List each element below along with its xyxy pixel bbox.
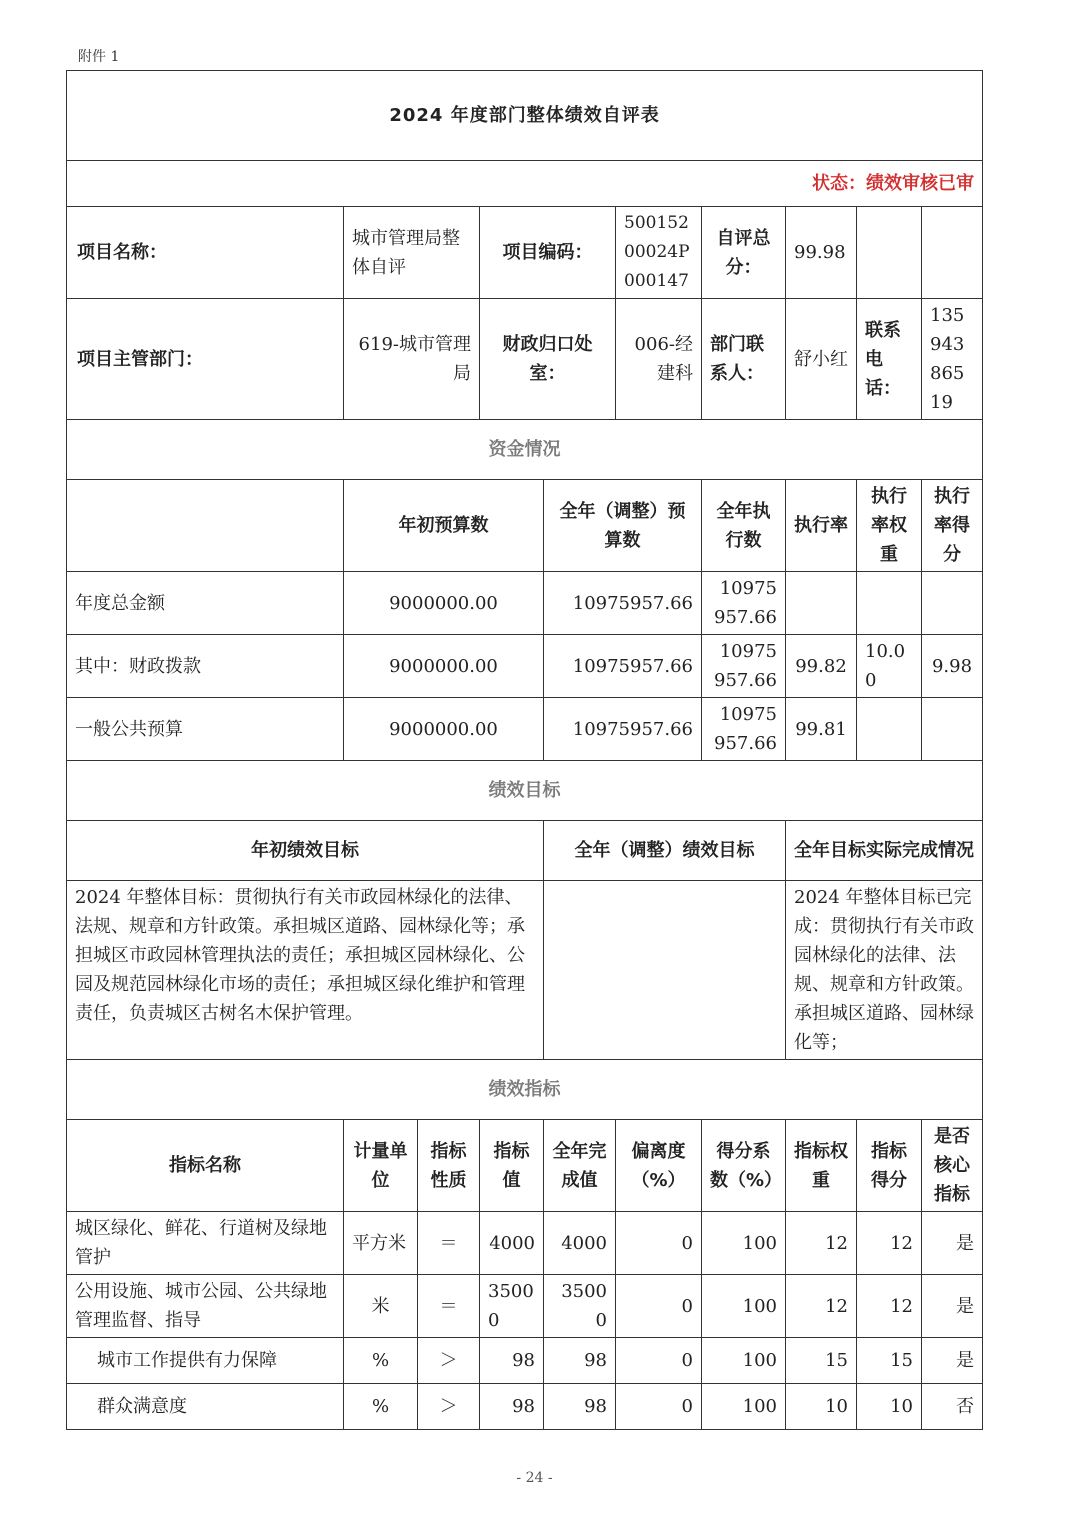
funds-header-initial: 年初预算数 — [344, 480, 544, 572]
funds-row-initial: 9000000.00 — [344, 635, 544, 698]
funds-section-title: 资金情况 — [67, 420, 983, 480]
ind-header-score: 指标得分 — [857, 1120, 922, 1212]
ind-header-nature: 指标性质 — [418, 1120, 480, 1212]
ind-weight: 10 — [786, 1384, 857, 1430]
goals-header-initial: 年初绩效目标 — [67, 821, 544, 881]
ind-done: 4000 — [544, 1212, 616, 1275]
ind-header-unit: 计量单位 — [344, 1120, 418, 1212]
ind-nature: ＞ — [418, 1384, 480, 1430]
finance-office-label: 财政归口处室： — [480, 299, 616, 420]
table-row — [67, 1212, 983, 1275]
ind-score: 15 — [857, 1338, 922, 1384]
dept-value: 619-城市管理局 — [344, 299, 480, 420]
table-row — [67, 572, 983, 635]
ind-core: 是 — [922, 1275, 983, 1338]
form-title: 2024 年度部门整体绩效自评表 — [67, 71, 983, 161]
funds-row-weight: 10.00 — [857, 635, 922, 698]
goals-adjusted-text — [544, 881, 786, 1060]
contact-label: 部门联系人： — [702, 299, 786, 420]
ind-name: 群众满意度 — [67, 1384, 344, 1430]
ind-target: 4000 — [480, 1212, 544, 1275]
goals-section-title: 绩效目标 — [67, 761, 983, 821]
table-row — [67, 1275, 983, 1338]
funds-header-weight: 执行率权重 — [857, 480, 922, 572]
ind-unit: % — [344, 1384, 418, 1430]
funds-row-score — [922, 698, 983, 761]
funds-header-score: 执行率得分 — [922, 480, 983, 572]
ind-header-coef: 得分系数（%） — [702, 1120, 786, 1212]
ind-header-deviation: 偏离度（%） — [616, 1120, 702, 1212]
table-row — [67, 635, 983, 698]
ind-coef: 100 — [702, 1338, 786, 1384]
ind-unit: 平方米 — [344, 1212, 418, 1275]
ind-name: 城市工作提供有力保障 — [67, 1338, 344, 1384]
ind-coef: 100 — [702, 1275, 786, 1338]
ind-header-weight: 指标权重 — [786, 1120, 857, 1212]
funds-row-executed: 10975957.66 — [702, 635, 786, 698]
ind-nature: ＝ — [418, 1212, 480, 1275]
ind-header-done: 全年完成值 — [544, 1120, 616, 1212]
indicators-section-title: 绩效指标 — [67, 1060, 983, 1120]
project-name-label: 项目名称： — [67, 207, 344, 299]
ind-deviation: 0 — [616, 1212, 702, 1275]
funds-row-name: 一般公共预算 — [67, 698, 344, 761]
funds-row-weight — [857, 572, 922, 635]
ind-core: 是 — [922, 1338, 983, 1384]
ind-done: 98 — [544, 1384, 616, 1430]
ind-done: 35000 — [544, 1275, 616, 1338]
funds-row-rate: 99.81 — [786, 698, 857, 761]
phone-value: 13594386519 — [922, 299, 983, 420]
ind-deviation: 0 — [616, 1338, 702, 1384]
ind-coef: 100 — [702, 1384, 786, 1430]
ind-unit: 米 — [344, 1275, 418, 1338]
status-badge: 状态：绩效审核已审 — [67, 161, 983, 207]
ind-header-core: 是否核心指标 — [922, 1120, 983, 1212]
form-table — [66, 70, 983, 1430]
ind-weight: 12 — [786, 1275, 857, 1338]
project-name-value: 城市管理局整体自评 — [344, 207, 480, 299]
ind-deviation: 0 — [616, 1384, 702, 1430]
phone-label: 联系电话： — [857, 299, 922, 420]
table-row — [67, 698, 983, 761]
funds-row-name: 年度总金额 — [67, 572, 344, 635]
goals-header-actual: 全年目标实际完成情况 — [786, 821, 983, 881]
funds-row-initial: 9000000.00 — [344, 698, 544, 761]
empty-cell — [857, 207, 922, 299]
table-row — [67, 1384, 983, 1430]
finance-office-value: 006-经建科 — [616, 299, 702, 420]
funds-row-score: 9.98 — [922, 635, 983, 698]
ind-target: 98 — [480, 1338, 544, 1384]
table-row — [67, 1338, 983, 1384]
evaluation-form — [66, 70, 982, 1430]
funds-row-adjusted: 10975957.66 — [544, 698, 702, 761]
dept-label: 项目主管部门： — [67, 299, 344, 420]
project-code-value: 50015200024P000147 — [616, 207, 702, 299]
goals-actual-text: 2024 年整体目标已完成：贯彻执行有关市政园林绿化的法律、法规、规章和方针政策。承担城区道路、园林绿化等； — [786, 881, 983, 1060]
ind-weight: 15 — [786, 1338, 857, 1384]
attachment-label: 附件 1 — [78, 49, 120, 65]
ind-unit: % — [344, 1338, 418, 1384]
self-score-value: 99.98 — [786, 207, 857, 299]
ind-target: 35000 — [480, 1275, 544, 1338]
ind-nature: ＞ — [418, 1338, 480, 1384]
funds-row-score — [922, 572, 983, 635]
funds-header-adjusted: 全年（调整）预算数 — [544, 480, 702, 572]
ind-deviation: 0 — [616, 1275, 702, 1338]
funds-row-rate: 99.82 — [786, 635, 857, 698]
project-code-label: 项目编码： — [480, 207, 616, 299]
self-score-label: 自评总分： — [702, 207, 786, 299]
ind-nature: ＝ — [418, 1275, 480, 1338]
goals-header-adjusted: 全年（调整）绩效目标 — [544, 821, 786, 881]
page-number: - 24 - — [516, 1470, 553, 1486]
ind-header-target: 指标值 — [480, 1120, 544, 1212]
funds-header-blank — [67, 480, 344, 572]
ind-name: 城区绿化、鲜花、行道树及绿地管护 — [67, 1212, 344, 1275]
funds-row-initial: 9000000.00 — [344, 572, 544, 635]
funds-row-weight — [857, 698, 922, 761]
funds-row-executed: 10975957.66 — [702, 572, 786, 635]
ind-coef: 100 — [702, 1212, 786, 1275]
funds-row-adjusted: 10975957.66 — [544, 572, 702, 635]
funds-row-rate — [786, 572, 857, 635]
funds-header-executed: 全年执行数 — [702, 480, 786, 572]
funds-row-adjusted: 10975957.66 — [544, 635, 702, 698]
ind-core: 否 — [922, 1384, 983, 1430]
empty-cell — [922, 207, 983, 299]
contact-value: 舒小红 — [786, 299, 857, 420]
ind-core: 是 — [922, 1212, 983, 1275]
ind-weight: 12 — [786, 1212, 857, 1275]
funds-row-name: 其中：财政拨款 — [67, 635, 344, 698]
ind-score: 12 — [857, 1275, 922, 1338]
ind-score: 10 — [857, 1384, 922, 1430]
ind-name: 公用设施、城市公园、公共绿地管理监督、指导 — [67, 1275, 344, 1338]
ind-done: 98 — [544, 1338, 616, 1384]
ind-header-name: 指标名称 — [67, 1120, 344, 1212]
ind-target: 98 — [480, 1384, 544, 1430]
ind-score: 12 — [857, 1212, 922, 1275]
funds-row-executed: 10975957.66 — [702, 698, 786, 761]
goals-initial-text: 2024 年整体目标：贯彻执行有关市政园林绿化的法律、法规、规章和方针政策。承担城区道路、园林绿化等；承担城区市政园林管理执法的责任；承担城区园林绿化、公园及规范园林绿化市场的责任；承担城区绿化维护和管理责任，负责城区古树名木保护管理。 — [67, 881, 544, 1060]
funds-header-rate: 执行率 — [786, 480, 857, 572]
